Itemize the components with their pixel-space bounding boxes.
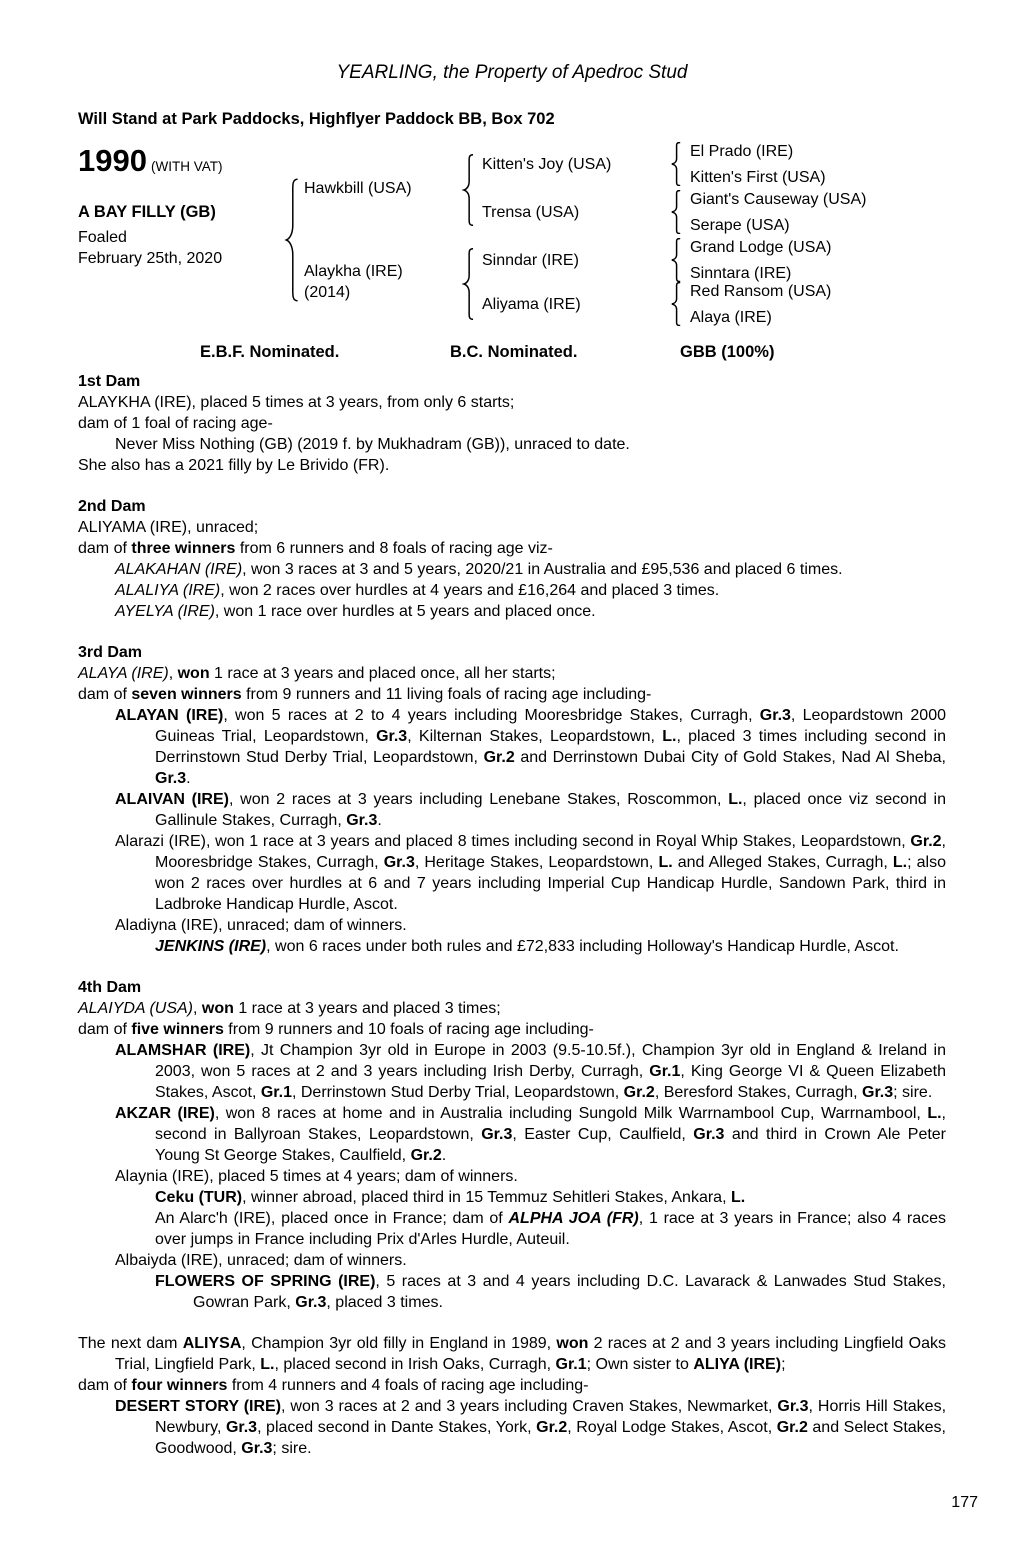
bc-nomination: B.C. Nominated. bbox=[450, 343, 578, 361]
pedigree-paragraph: Alaynia (IRE), placed 5 times at 4 years; dam of winners. bbox=[115, 1168, 518, 1185]
pedigree-paragraph: ALAYAN (IRE), won 5 races at 2 to 4 years including Mooresbridge Stakes, Curragh, Gr.3, Leopardstown 2000 Guineas Trial, Leopardstown, Gr.3, Kilternan Stakes, Leopardstown, L., placed 3 times including second in Derrinstown Stud Derby Trial, Leopardstown, Gr.2 and Derrinstown Dubai City of Gold Stakes, Nad Al Sheba, Gr.3. bbox=[115, 707, 947, 787]
pedigree-brace-dam-icon bbox=[462, 248, 475, 320]
lot-number-row bbox=[78, 143, 222, 179]
section-heading: 4th Dam bbox=[78, 979, 142, 996]
pedigree-paragraph: dam of four winners from 4 runners and 4 foals of racing age including- bbox=[78, 1377, 589, 1394]
dam-section bbox=[78, 977, 946, 1313]
pedigree-paragraph: ALAKAHAN (IRE), won 3 races at 3 and 5 years, 2020/21 in Australia and £95,536 and placed 6 times. bbox=[115, 561, 843, 578]
pedigree-paragraph: ALIYAMA (IRE), unraced; bbox=[78, 519, 259, 536]
pedigree-paragraph: The next dam ALIYSA, Champion 3yr old filly in England in 1989, won 2 races at 2 and 3 years including Lingfield Oaks Trial, Lingfield Park, L., placed second in Irish Oaks, Curragh, Gr.1; Own sister to ALIYA (IRE); bbox=[78, 1335, 947, 1373]
pedigree-paragraph: An Alarc'h (IRE), placed once in France; dam of ALPHA JOA (FR), 1 race at 3 years in France; also 4 races over jumps in France including Prix d'Arles Hurdle, Auteuil. bbox=[155, 1210, 947, 1248]
pedigree-paragraph: dam of seven winners from 9 runners and 11 living foals of racing age including- bbox=[78, 686, 652, 703]
pedigree-paragraph: ALAYA (IRE), won 1 race at 3 years and placed once, all her starts; bbox=[78, 665, 556, 682]
pedigree-block bbox=[78, 141, 946, 335]
dam-section bbox=[78, 496, 946, 622]
stand-location-line: Will Stand at Park Paddocks, Highflyer Paddock BB, Box 702 bbox=[78, 110, 555, 128]
dam-section bbox=[78, 642, 946, 957]
pedigree-text-body bbox=[78, 371, 946, 1459]
pedigree-dam-dam: Aliyama (IRE) bbox=[482, 296, 581, 313]
pedigree-g3-name: Sinntara (IRE) bbox=[690, 265, 792, 282]
pedigree-brace-g3b-icon bbox=[670, 190, 682, 234]
pedigree-g3-name: Grand Lodge (USA) bbox=[690, 239, 832, 256]
pedigree-paragraph: ALAYKHA (IRE), placed 5 times at 3 years, from only 6 starts; bbox=[78, 394, 515, 411]
pedigree-dam-sire: Sinndar (IRE) bbox=[482, 252, 579, 269]
section-heading: 1st Dam bbox=[78, 373, 141, 390]
pedigree-paragraph: AKZAR (IRE), won 8 races at home and in Australia including Sungold Milk Warrnambool Cup, Warrnambool, L., second in Ballyroan Stakes, Leopardstown, Gr.3, Easter Cup, Caulfield, Gr.3 and third in Crown Ale Peter Young St George Stakes, Caulfield, Gr.2. bbox=[115, 1105, 947, 1164]
ebf-nomination: E.B.F. Nominated. bbox=[200, 343, 340, 361]
pedigree-paragraph: FLOWERS OF SPRING (IRE), 5 races at 3 and 4 years including D.C. Lavarack & Lanwades Stud Stakes, Gowran Park, Gr.3, placed 3 times. bbox=[155, 1273, 946, 1311]
pedigree-brace-g3d-icon bbox=[670, 282, 682, 326]
pedigree-paragraph: dam of five winners from 9 runners and 10 foals of racing age including- bbox=[78, 1021, 594, 1038]
lot-number: 1990 bbox=[78, 143, 147, 178]
pedigree-g3-name: Giant's Causeway (USA) bbox=[690, 191, 867, 208]
pedigree-brace-g3c-icon bbox=[670, 238, 682, 282]
pedigree-paragraph: dam of three winners from 6 runners and 8 foals of racing age viz- bbox=[78, 540, 553, 557]
pedigree-paragraph: Aladiyna (IRE), unraced; dam of winners. bbox=[115, 917, 407, 934]
page-title: YEARLING, the Property of Apedroc Stud bbox=[336, 62, 688, 83]
pedigree-paragraph: DESERT STORY (IRE), won 3 races at 2 and 3 years including Craven Stakes, Newmarket, Gr.3, Horris Hill Stakes, Newbury, Gr.3, placed second in Dante Stakes, York, Gr.2, Royal Lodge Stakes, Ascot, Gr.2 and Select Stakes, Goodwood, Gr.3; sire. bbox=[115, 1398, 947, 1457]
section-heading: 3rd Dam bbox=[78, 644, 143, 661]
section-heading: 2nd Dam bbox=[78, 498, 146, 515]
pedigree-sire-dam: Trensa (USA) bbox=[482, 204, 580, 221]
pedigree-brace-sire-icon bbox=[462, 154, 475, 226]
pedigree-paragraph: JENKINS (IRE), won 6 races under both rules and £72,833 including Holloway's Handicap Hurdle, Ascot. bbox=[155, 938, 899, 955]
lot-description: A BAY FILLY (GB) bbox=[78, 203, 216, 221]
pedigree-paragraph: ALAIVAN (IRE), won 2 races at 3 years including Lenebane Stakes, Roscommon, L., placed once viz second in Gallinule Stakes, Curragh, Gr.3. bbox=[115, 791, 946, 829]
pedigree-paragraph: AYELYA (IRE), won 1 race over hurdles at 5 years and placed once. bbox=[115, 603, 596, 620]
pedigree-paragraph: Alarazi (IRE), won 1 race at 3 years and placed 8 times including second in Royal Whip Stakes, Leopardstown, Gr.2, Mooresbridge Stakes, Curragh, Gr.3, Heritage Stakes, Leopardstown, L. and Alleged Stakes, Curragh, L.; also won 2 races over hurdles at 6 and 7 years including Imperial Cup Handicap Hurdle, Sandown Park, third in Ladbroke Handicap Hurdle, Ascot. bbox=[115, 833, 946, 913]
pedigree-paragraph: ALAIYDA (USA), won 1 race at 3 years and placed 3 times; bbox=[78, 1000, 501, 1017]
nominations-row bbox=[78, 343, 946, 367]
pedigree-brace-gen1-icon bbox=[284, 178, 300, 302]
pedigree-g3-name: Alaya (IRE) bbox=[690, 309, 772, 326]
vat-note: (WITH VAT) bbox=[150, 159, 223, 174]
pedigree-sire-sire: Kitten's Joy (USA) bbox=[482, 156, 612, 173]
pedigree-paragraph: She also has a 2021 filly by Le Brivido (FR). bbox=[78, 457, 390, 474]
foaled-date: February 25th, 2020 bbox=[78, 250, 223, 267]
gbb-nomination: GBB (100%) bbox=[680, 343, 775, 361]
foaled-label: Foaled bbox=[78, 229, 127, 246]
pedigree-brace-g3a-icon bbox=[670, 142, 682, 186]
dam-section bbox=[78, 1333, 946, 1459]
pedigree-dam-year: (2014) bbox=[304, 284, 351, 301]
pedigree-paragraph: Ceku (TUR), winner abroad, placed third in 15 Temmuz Sehitleri Stakes, Ankara, L. bbox=[155, 1189, 746, 1206]
dam-section bbox=[78, 371, 946, 476]
pedigree-paragraph: dam of 1 foal of racing age- bbox=[78, 415, 273, 432]
pedigree-paragraph: Never Miss Nothing (GB) (2019 f. by Mukhadram (GB)), unraced to date. bbox=[115, 436, 630, 453]
pedigree-sire: Hawkbill (USA) bbox=[304, 180, 412, 197]
pedigree-g3-name: Red Ransom (USA) bbox=[690, 283, 832, 300]
pedigree-g3-name: Kitten's First (USA) bbox=[690, 169, 826, 186]
pedigree-paragraph: Albaiyda (IRE), unraced; dam of winners. bbox=[115, 1252, 407, 1269]
pedigree-paragraph: ALALIYA (IRE), won 2 races over hurdles at 4 years and £16,264 and placed 3 times. bbox=[115, 582, 720, 599]
pedigree-g3-name: Serape (USA) bbox=[690, 217, 790, 234]
pedigree-dam: Alaykha (IRE) bbox=[304, 263, 403, 280]
pedigree-paragraph: ALAMSHAR (IRE), Jt Champion 3yr old in Europe in 2003 (9.5-10.5f.), Champion 3yr old in England & Ireland in 2003, won 5 races at 2 and 3 years including Irish Derby, Curragh, Gr.1, King George VI & Queen Elizabeth Stakes, Ascot, Gr.1, Derrinstown Stud Derby Trial, Leopardstown, Gr.2, Beresford Stakes, Curragh, Gr.3; sire. bbox=[115, 1042, 947, 1101]
page-number: 177 bbox=[951, 1494, 978, 1511]
pedigree-g3-name: El Prado (IRE) bbox=[690, 143, 794, 160]
